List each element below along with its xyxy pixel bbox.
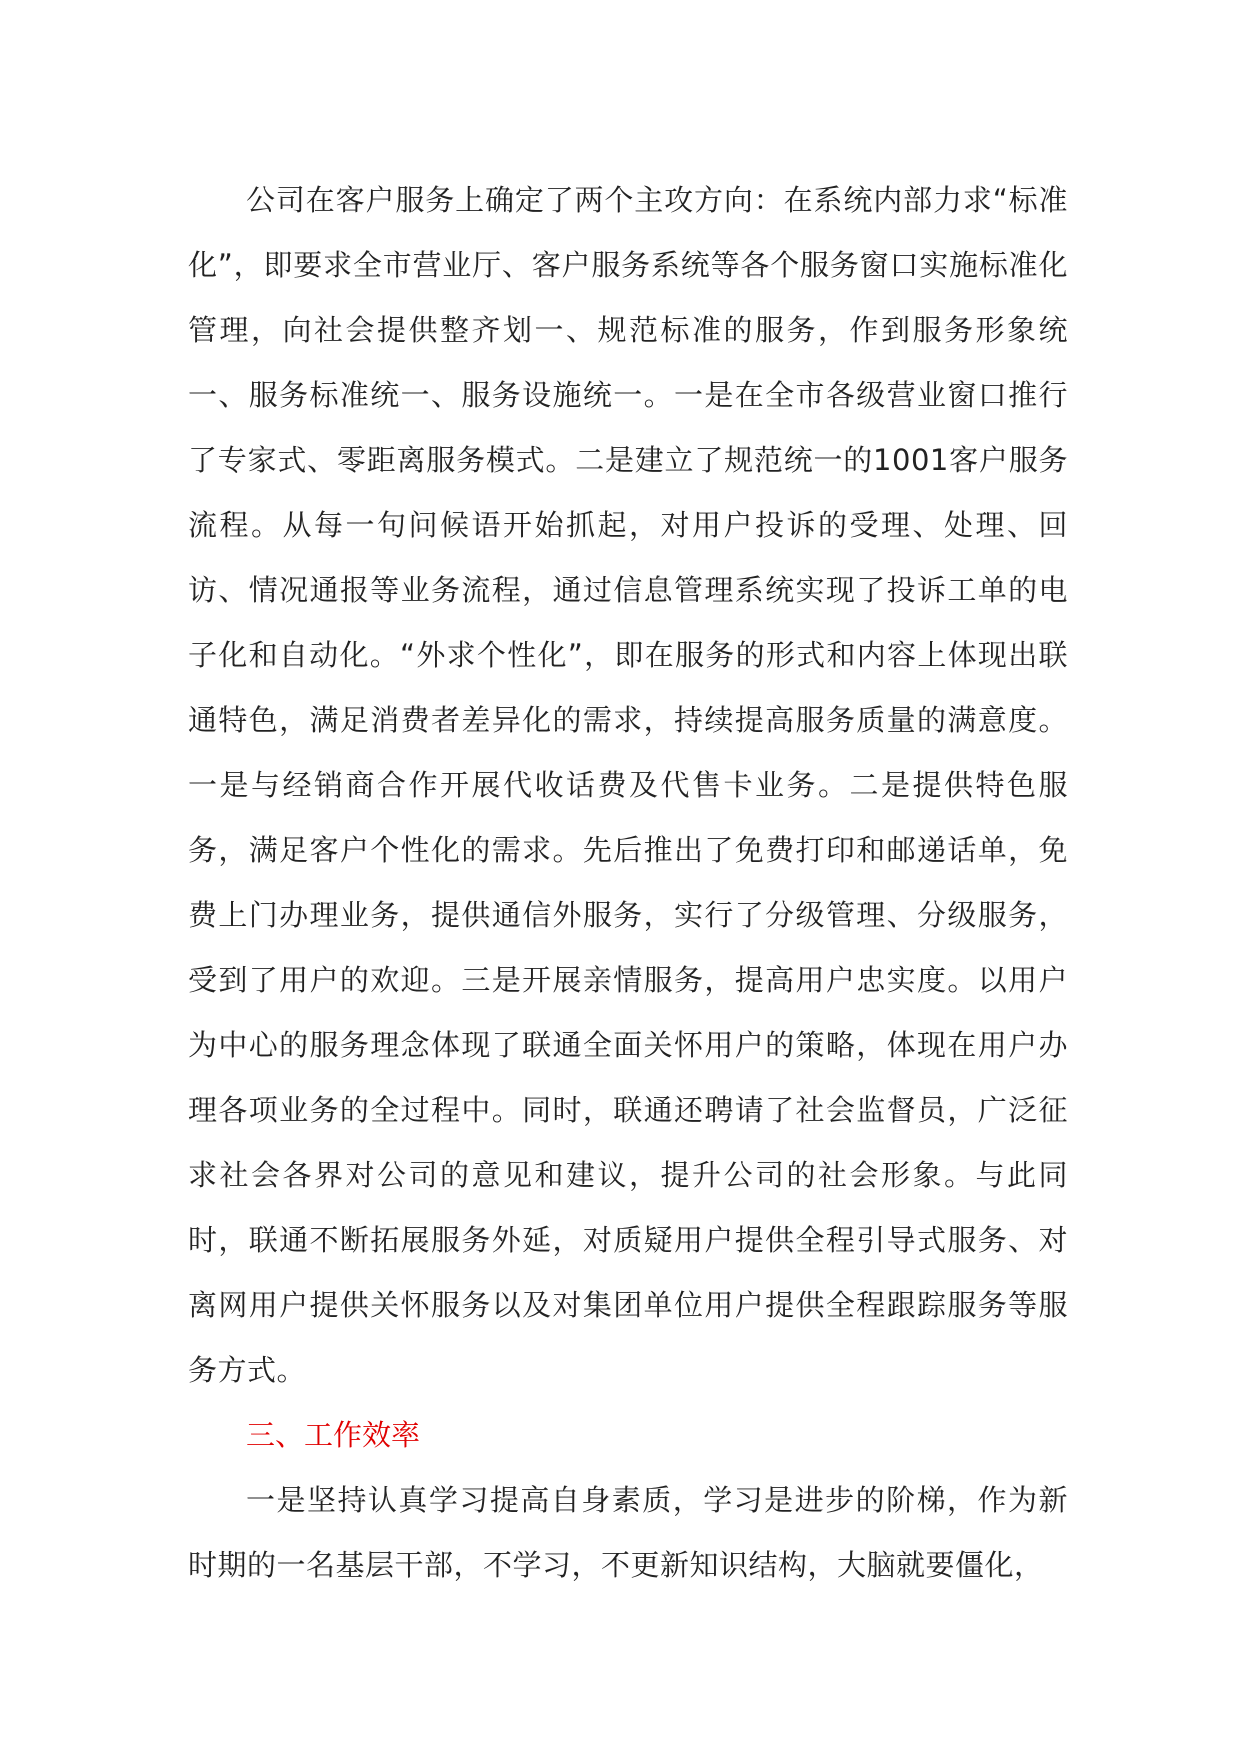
document-body bbox=[188, 168, 1068, 1598]
body-paragraph: 公司在客户服务上确定了两个主攻方向：在系统内部力求“标准化”，即要求全市营业厅、客户服务系统等各个服务窗口实施标准化管理，向社会提供整齐划一、规范标准的服务，作到服务形象统一、服务标准统一、服务设施统一。一是在全市各级营业窗口推行了专家式、零距离服务模式。二是建立了规范统一的1001客户服务流程。从每一句问候语开始抓起，对用户投诉的受理、处理、回访、情况通报等业务流程，通过信息管理系统实现了投诉工单的电子化和自动化。“外求个性化”，即在服务的形式和内容上体现出联通特色，满足消费者差异化的需求，持续提高服务质量的满意度。一是与经销商合作开展代收话费及代售卡业务。二是提供特色服务，满足客户个性化的需求。先后推出了免费打印和邮递话单，免费上门办理业务，提供通信外服务，实行了分级管理、分级服务，受到了用户的欢迎。三是开展亲情服务，提高用户忠实度。以用户为中心的服务理念体现了联通全面关怀用户的策略，体现在用户办理各项业务的全过程中。同时，联通还聘请了社会监督员，广泛征求社会各界对公司的意见和建议，提升公司的社会形象。与此同时，联通不断拓展服务外延，对质疑用户提供全程引导式服务、对离网用户提供关怀服务以及对集团单位用户提供全程跟踪服务等服务方式。 bbox=[188, 183, 1068, 1387]
body-paragraph: 一是坚持认真学习提高自身素质，学习是进步的阶梯，作为新时期的一名基层干部，不学习，不更新知识结构，大脑就要僵化， bbox=[188, 1483, 1068, 1582]
section-heading: 三、工作效率 bbox=[246, 1418, 421, 1452]
